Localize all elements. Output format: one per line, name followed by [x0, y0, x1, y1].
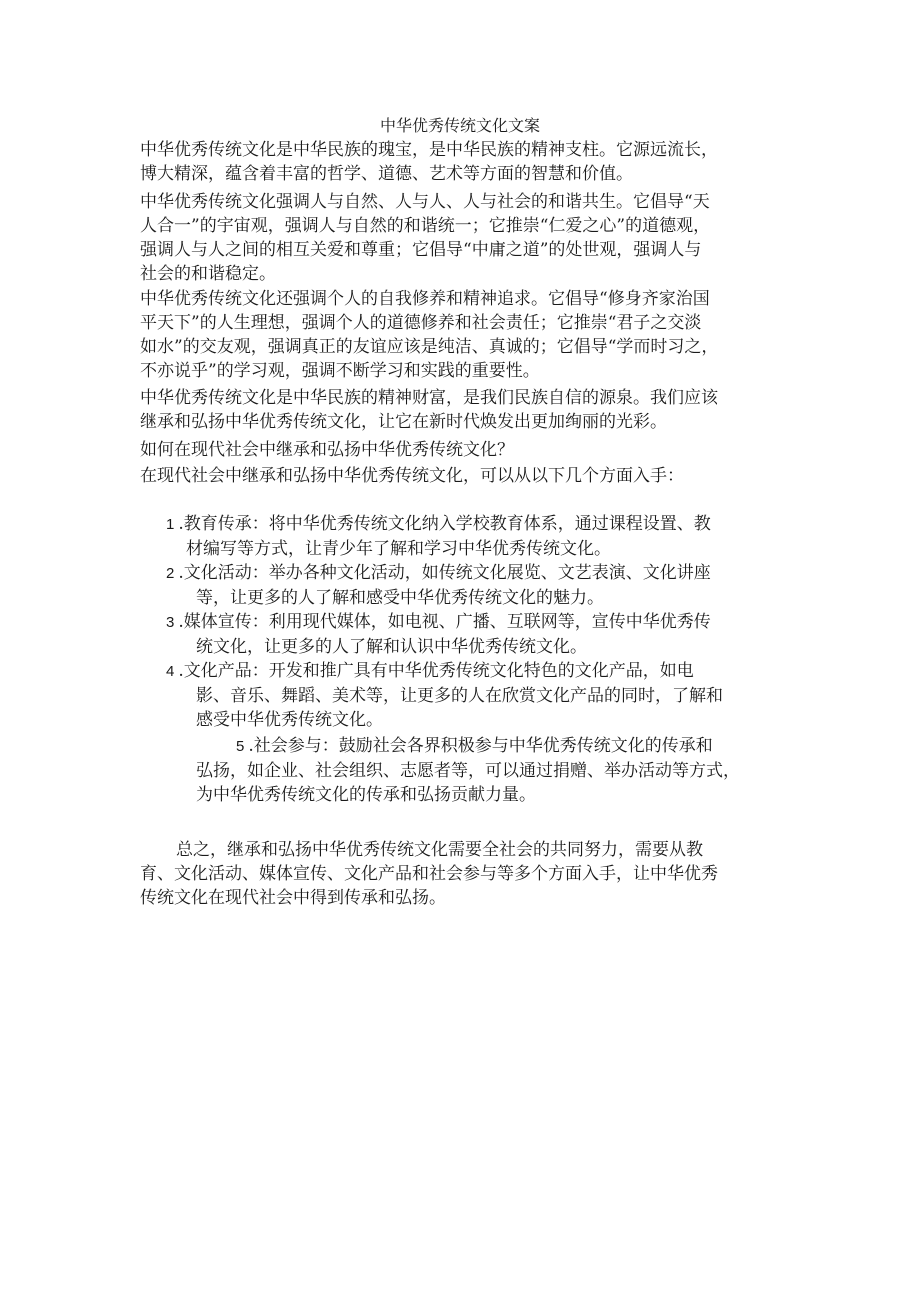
paragraph-line: 人合一”的宇宙观，强调人与自然的和谐统一；它推崇“仁爱之心”的道德观，: [140, 216, 711, 236]
list-item-number: 2: [166, 565, 175, 582]
paragraph-line: 继承和弘扬中华优秀传统文化，让它在新时代焕发出更加绚丽的光彩。: [140, 412, 667, 432]
paragraph-line: 中华优秀传统文化是中华民族的精神财富，是我们民族自信的源泉。我们应该: [140, 388, 718, 408]
paragraph-line: 强调人与人之间的相互关爱和尊重；它倡导“中庸之道”的处世观，强调人与: [140, 240, 702, 260]
paragraph-intro: [140, 138, 780, 186]
paragraph-line: 中华优秀传统文化强调人与自然、人与人、人与社会的和谐共生。它倡导“天: [140, 192, 710, 212]
document-title: 中华优秀传统文化文案: [379, 116, 540, 135]
paragraph-line: 平天下”的人生理想，强调个人的道德修养和社会责任；它推崇“君子之交淡: [140, 313, 702, 333]
paragraph-line: 育、文化活动、媒体宣传、文化产品和社会参与等多个方面入手，让中华优秀: [140, 864, 718, 884]
list-item-number: 5: [236, 738, 245, 755]
paragraph-line: 总之，继承和弘扬中华优秀传统文化需要全社会的共同努力，需要从教: [176, 840, 703, 860]
paragraph-line: 传统文化在现代社会中得到传承和弘扬。: [140, 888, 446, 908]
list-item-text: 感受中华优秀传统文化。: [196, 710, 383, 730]
paragraph-line: 博大精深，蕴含着丰富的哲学、道德、艺术等方面的智慧和价值。: [140, 164, 633, 184]
list-item-text: 材编写等方式，让青少年了解和学习中华优秀传统文化。: [186, 539, 611, 559]
list-item: [166, 512, 711, 561]
paragraph-spiritual-wealth: [140, 386, 780, 434]
paragraph-lead-in: [140, 464, 780, 488]
list-item: [166, 561, 711, 610]
paragraph-harmony: [140, 190, 780, 286]
list-item-text: .文化产品：开发和推广具有中华优秀传统文化特色的文化产品，如电: [178, 661, 694, 681]
paragraph-summary: [140, 838, 780, 910]
paragraph-line: 如何在现代社会中继承和弘扬中华优秀传统文化？: [140, 440, 514, 460]
list-item: [166, 610, 711, 659]
paragraph-self-cultivation: [140, 287, 780, 383]
paragraph-line: 社会的和谐稳定。: [140, 264, 276, 284]
list-item-text: 弘扬，如企业、社会组织、志愿者等，可以通过捐赠、举办活动等方式，: [196, 761, 740, 781]
list-item-text: .文化活动：举办各种文化活动，如传统文化展览、文艺表演、文化讲座: [178, 563, 711, 583]
list-item-text: 等，让更多的人了解和感受中华优秀传统文化的魅力。: [196, 588, 604, 608]
list-item-text: .媒体宣传：利用现代媒体，如电视、广播、互联网等，宣传中华优秀传: [178, 612, 711, 632]
list-item-text: .教育传承：将中华优秀传统文化纳入学校教育体系，通过课程设置、教: [178, 514, 711, 534]
list-item-text: 为中华优秀传统文化的传承和弘扬贡献力量。: [196, 785, 536, 805]
list-item: [166, 659, 723, 732]
list-item-text: 影、音乐、舞蹈、美术等，让更多的人在欣赏文化产品的同时，了解和: [196, 686, 723, 706]
paragraph-line: 中华优秀传统文化还强调个人的自我修养和精神追求。它倡导“修身齐家治国: [140, 289, 710, 309]
list-item-text: .社会参与：鼓励社会各界积极参与中华优秀传统文化的传承和: [248, 736, 713, 756]
list-item-number: 1: [166, 516, 175, 533]
paragraph-line: 如水”的交友观，强调真正的友谊应该是纯洁、真诚的；它倡导“学而时习之，: [140, 337, 719, 357]
list-item-text: 统文化，让更多的人了解和认识中华优秀传统文化。: [196, 637, 587, 657]
list-item-number: 4: [166, 663, 175, 680]
paragraph-line: 在现代社会中继承和弘扬中华优秀传统文化，可以从以下几个方面入手：: [140, 466, 684, 486]
list-item: [196, 734, 740, 807]
list-item-number: 3: [166, 614, 175, 631]
paragraph-question: [140, 438, 780, 462]
paragraph-line: 不亦说乎”的学习观，强调不断学习和实践的重要性。: [140, 361, 540, 381]
paragraph-line: 中华优秀传统文化是中华民族的瑰宝，是中华民族的精神支柱。它源远流长，: [140, 140, 718, 160]
